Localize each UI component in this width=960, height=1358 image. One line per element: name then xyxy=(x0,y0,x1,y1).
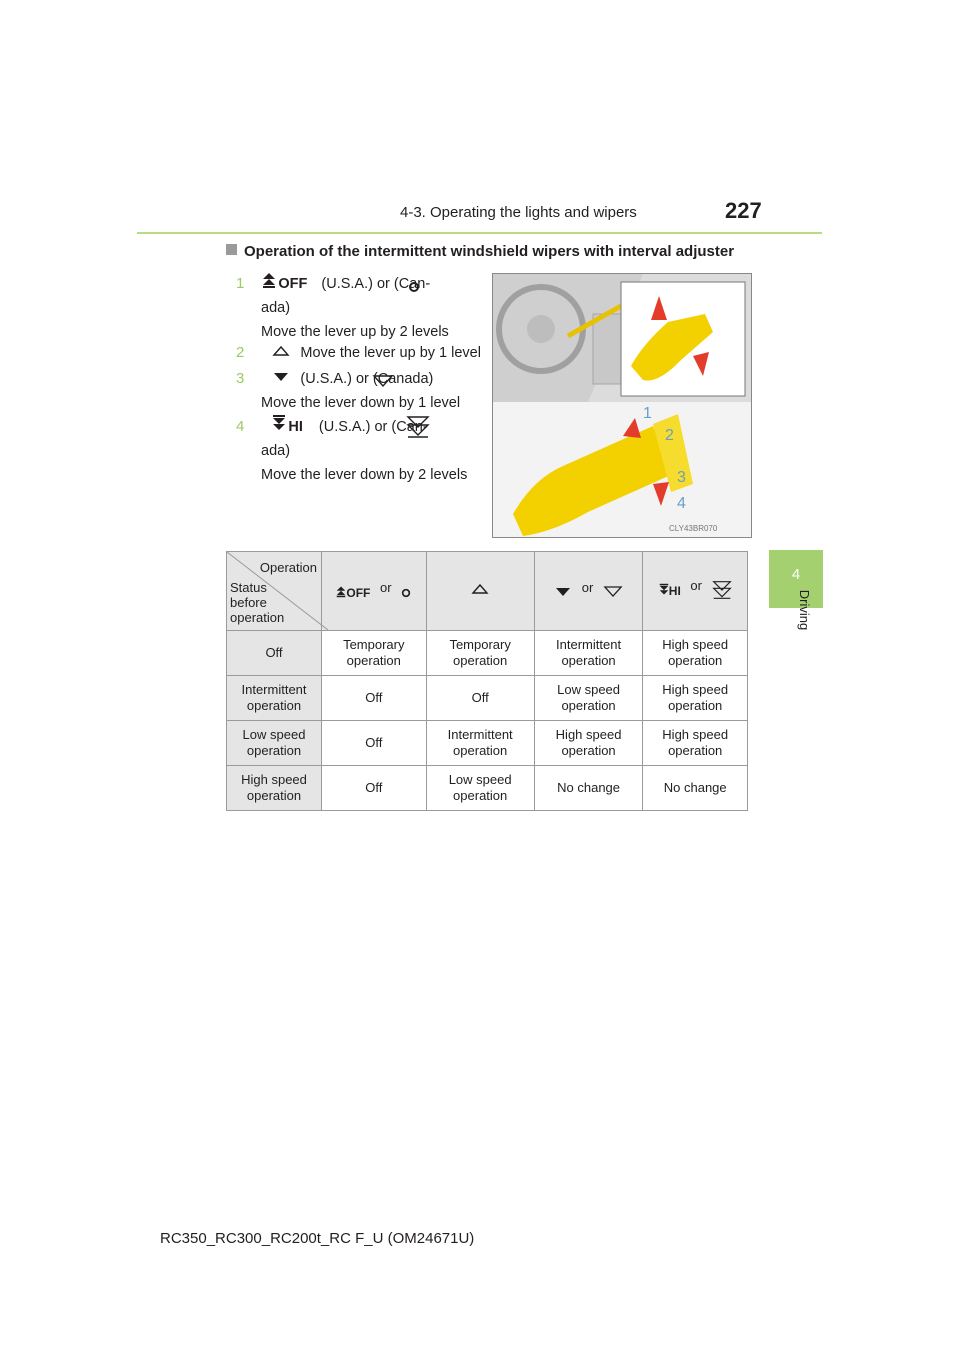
col-header-hi xyxy=(643,552,748,631)
up-outline-triangle-icon xyxy=(272,341,290,365)
figure-callout: 4 xyxy=(677,495,686,512)
step-4 xyxy=(236,415,481,487)
down-outline-triangle-icon xyxy=(372,372,394,396)
table-row xyxy=(227,676,748,721)
step-text: (U.S.A.) or (Canada) xyxy=(300,371,434,387)
corner-status-label: operation xyxy=(230,610,285,625)
table-cell: Off xyxy=(227,631,322,676)
step-number: 3 xyxy=(236,370,245,387)
table-cell: Low speed operation xyxy=(426,766,534,811)
chapter-tab-divider xyxy=(795,608,796,668)
corner-operation-label: Operation xyxy=(259,560,317,575)
chapter-number: 4 xyxy=(791,566,801,583)
col-header-mist xyxy=(322,552,427,631)
step-number: 4 xyxy=(236,418,245,435)
table-cell: Intermittent operation xyxy=(426,721,534,766)
down-solid-triangle-icon xyxy=(554,586,572,602)
table-cell: Low speed operation xyxy=(227,721,322,766)
table-cell: High speed operation xyxy=(643,631,748,676)
hi-speed-label: HI xyxy=(668,584,681,599)
section-title: 4-3. Operating the lights and wipers xyxy=(400,204,637,221)
col-header-down xyxy=(534,552,643,631)
mist-off-label: OFF xyxy=(346,585,371,600)
table-cell: No change xyxy=(534,766,643,811)
step-text: ada) xyxy=(261,443,291,460)
figure-callout: 2 xyxy=(665,427,674,444)
table-cell: No change xyxy=(643,766,748,811)
figure-code: CLY43BR070 xyxy=(669,524,718,533)
wiper-operation-table xyxy=(226,551,748,811)
table-header-row xyxy=(227,552,748,631)
step-text: Move the lever up by 2 levels xyxy=(261,324,449,341)
heading-text: Operation of the intermittent windshield wipers with interval adjuster xyxy=(244,243,735,260)
table-cell: Off xyxy=(426,676,534,721)
figure-callout: 1 xyxy=(643,405,652,422)
step-text: (U.S.A.) or (Can- xyxy=(321,276,431,292)
mist-off-icon xyxy=(336,585,346,602)
chapter-label: Driving xyxy=(797,589,812,631)
or-label: or xyxy=(690,578,702,594)
header-rule xyxy=(137,232,822,234)
heading-bullet-icon xyxy=(226,244,237,255)
up-outline-triangle-icon xyxy=(471,583,489,599)
hi-speed-icon xyxy=(272,415,286,439)
step-number: 1 xyxy=(236,275,245,292)
or-label: or xyxy=(380,579,392,595)
table-cell: High speed operation xyxy=(534,721,643,766)
down-outline-triangle-icon xyxy=(603,585,623,602)
table-cell: Off xyxy=(322,766,427,811)
mist-off-label: OFF xyxy=(278,276,308,292)
table-cell: High speed operation xyxy=(643,676,748,721)
subsection-heading xyxy=(226,243,734,260)
step-text: ada) xyxy=(261,300,291,317)
step-text: Move the lever down by 1 level xyxy=(261,395,461,412)
step-text: (U.S.A.) or (Can- xyxy=(318,419,428,435)
table-cell: High speed operation xyxy=(227,766,322,811)
table-row xyxy=(227,631,748,676)
step-3 xyxy=(236,367,481,415)
table-cell: Intermittent operation xyxy=(227,676,322,721)
mist-circle-icon xyxy=(408,277,420,301)
table-row xyxy=(227,766,748,811)
document-footer: RC350_RC300_RC200t_RC F_U (OM24671U) xyxy=(160,1230,475,1247)
or-label: or xyxy=(581,579,594,595)
table-cell: Off xyxy=(322,721,427,766)
down-solid-triangle-icon xyxy=(272,367,290,391)
step-2 xyxy=(236,341,481,365)
corner-status-label: before xyxy=(230,595,267,610)
hi-speed-label: HI xyxy=(288,419,303,435)
mist-off-icon xyxy=(262,272,276,296)
table-cell: Intermittent operation xyxy=(534,631,643,676)
step-text: Move the lever down by 2 levels xyxy=(261,467,468,484)
corner-status-label: Status xyxy=(230,580,267,595)
table-cell: Off xyxy=(322,676,427,721)
table-cell: High speed operation xyxy=(643,721,748,766)
corner-header-cell xyxy=(227,552,322,631)
col-header-up xyxy=(426,552,534,631)
figure-callout: 3 xyxy=(677,469,686,486)
step-text: Move the lever up by 1 level xyxy=(300,345,481,361)
mist-circle-icon xyxy=(401,586,411,602)
hi-speed-icon xyxy=(659,583,669,600)
table-cell: Temporary operation xyxy=(426,631,534,676)
step-number: 2 xyxy=(236,344,245,361)
double-down-outline-triangle-icon xyxy=(712,580,732,604)
step-1 xyxy=(236,272,481,344)
wiper-lever-illustration xyxy=(492,273,752,538)
double-down-outline-triangle-icon xyxy=(406,415,430,447)
table-row xyxy=(227,721,748,766)
table-cell: Low speed operation xyxy=(534,676,643,721)
page-number: 227 xyxy=(725,198,762,223)
table-cell: Temporary operation xyxy=(322,631,427,676)
